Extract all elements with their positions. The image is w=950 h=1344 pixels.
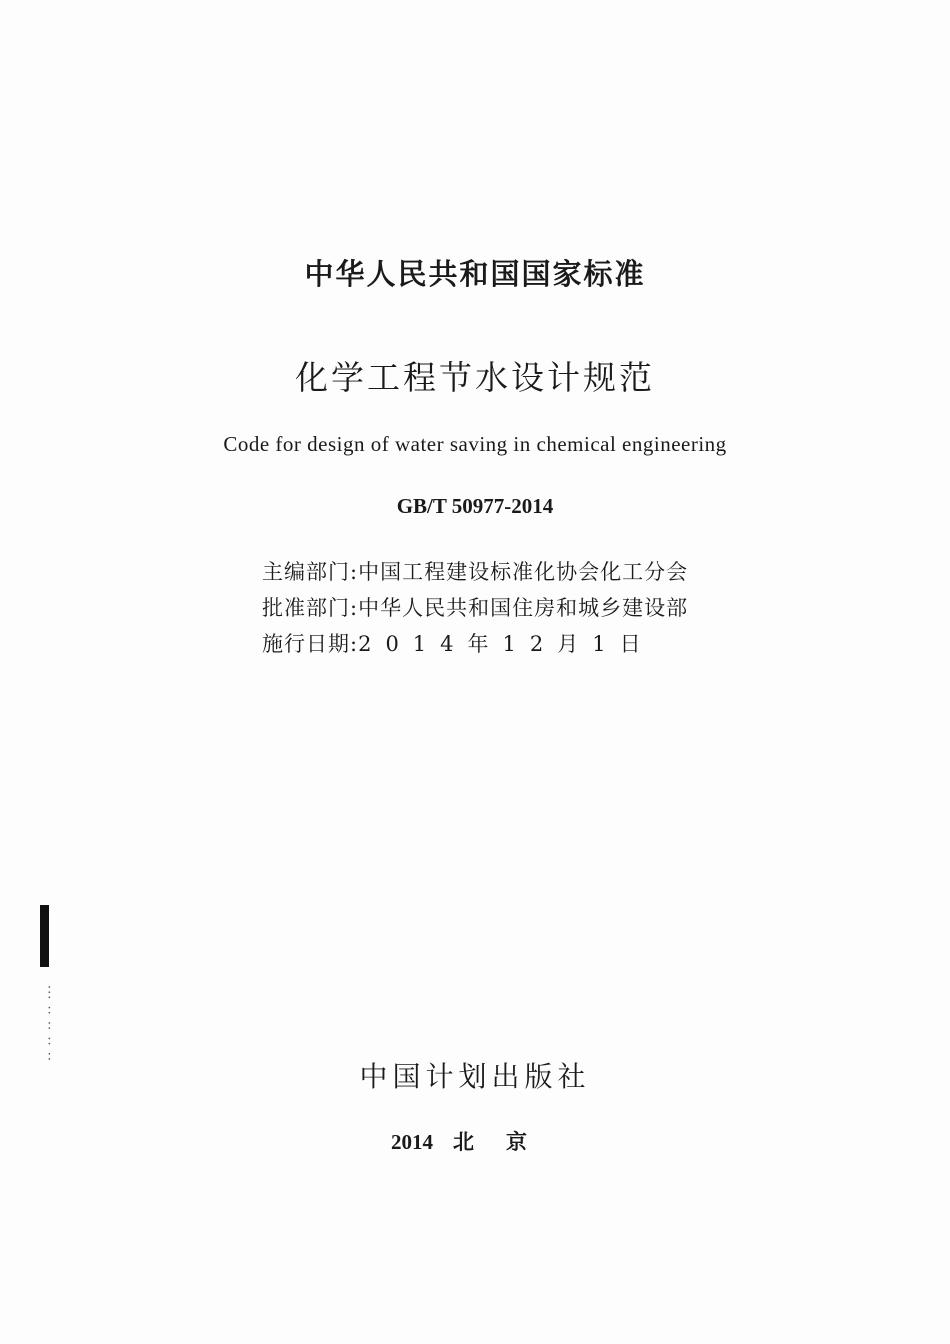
title-english: Code for design of water saving in chemical engineering xyxy=(223,432,727,456)
standard-code: GB/T 50977-2014 xyxy=(396,494,554,518)
publisher-name: 中国计划出版社 xyxy=(359,1060,591,1093)
publication-place xyxy=(0,1126,950,1156)
approver-label: 批准部门: xyxy=(262,596,359,620)
title-chinese: 化学工程节水设计规范 xyxy=(295,358,655,397)
editor-label: 主编部门: xyxy=(262,560,359,584)
editor-value: 中国工程建设标准化协会化工分会 xyxy=(358,560,689,584)
effective-label: 施行日期: xyxy=(262,632,359,656)
approver-value: 中华人民共和国住房和城乡建设部 xyxy=(358,596,689,620)
approver-line xyxy=(262,592,688,622)
publication-city: 北京 xyxy=(453,1130,559,1154)
effective-value: 2014年12月1日 xyxy=(358,632,655,656)
scan-margin-bar xyxy=(40,905,49,967)
editor-line xyxy=(262,556,688,586)
national-standard-heading: 中华人民共和国国家标准 xyxy=(304,257,646,291)
scan-margin-stamp: ··· ·· ·· ·· ·· xyxy=(41,985,56,1062)
effective-date-line xyxy=(262,628,655,658)
publication-year: 2014 xyxy=(391,1130,433,1154)
